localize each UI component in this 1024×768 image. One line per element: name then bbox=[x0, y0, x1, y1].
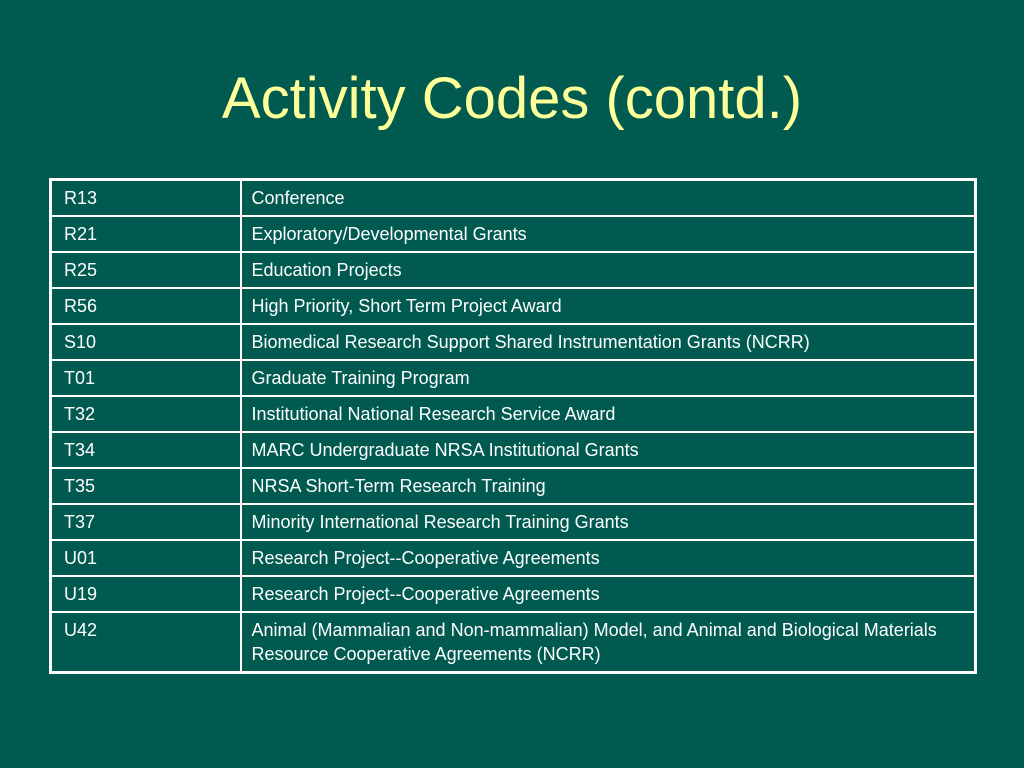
table-row bbox=[51, 612, 976, 673]
activity-code-cell: T35 bbox=[51, 468, 241, 504]
slide-title: Activity Codes (contd.) bbox=[221, 66, 803, 131]
activity-code-cell: R56 bbox=[51, 288, 241, 324]
activity-code-cell: T01 bbox=[51, 360, 241, 396]
activity-code-cell: R21 bbox=[51, 216, 241, 252]
table-row bbox=[51, 432, 976, 468]
activity-description-cell: Institutional National Research Service Award bbox=[241, 396, 976, 432]
table-row bbox=[51, 504, 976, 540]
table-row bbox=[51, 540, 976, 576]
activity-code-cell: T34 bbox=[51, 432, 241, 468]
activity-description-cell: Education Projects bbox=[241, 252, 976, 288]
activity-code-cell: T32 bbox=[51, 396, 241, 432]
activity-description-cell: Graduate Training Program bbox=[241, 360, 976, 396]
table-row bbox=[51, 324, 976, 360]
activity-code-cell: R25 bbox=[51, 252, 241, 288]
activity-description-cell: Biomedical Research Support Shared Instrumentation Grants (NCRR) bbox=[241, 324, 976, 360]
activity-code-cell: U01 bbox=[51, 540, 241, 576]
activity-description-cell: MARC Undergraduate NRSA Institutional Grants bbox=[241, 432, 976, 468]
activity-description-cell: Minority International Research Training Grants bbox=[241, 504, 976, 540]
activity-description-cell: Research Project--Cooperative Agreements bbox=[241, 576, 976, 612]
table-row bbox=[51, 216, 976, 252]
table-row bbox=[51, 180, 976, 217]
table-row bbox=[51, 288, 976, 324]
activity-codes-table bbox=[49, 178, 977, 674]
activity-code-cell: T37 bbox=[51, 504, 241, 540]
activity-description-cell: Animal (Mammalian and Non-mammalian) Model, and Animal and Biological Materials Resource Cooperative Agreements (NCRR) bbox=[241, 612, 976, 673]
table-row bbox=[51, 576, 976, 612]
activity-code-cell: U42 bbox=[51, 612, 241, 673]
activity-description-cell: NRSA Short-Term Research Training bbox=[241, 468, 976, 504]
table-row bbox=[51, 360, 976, 396]
table-row bbox=[51, 396, 976, 432]
activity-code-cell: U19 bbox=[51, 576, 241, 612]
table-row bbox=[51, 468, 976, 504]
table-row bbox=[51, 252, 976, 288]
activity-code-cell: R13 bbox=[51, 180, 241, 217]
activity-code-cell: S10 bbox=[51, 324, 241, 360]
activity-description-cell: Conference bbox=[241, 180, 976, 217]
activity-description-cell: High Priority, Short Term Project Award bbox=[241, 288, 976, 324]
activity-description-cell: Exploratory/Developmental Grants bbox=[241, 216, 976, 252]
activity-description-cell: Research Project--Cooperative Agreements bbox=[241, 540, 976, 576]
